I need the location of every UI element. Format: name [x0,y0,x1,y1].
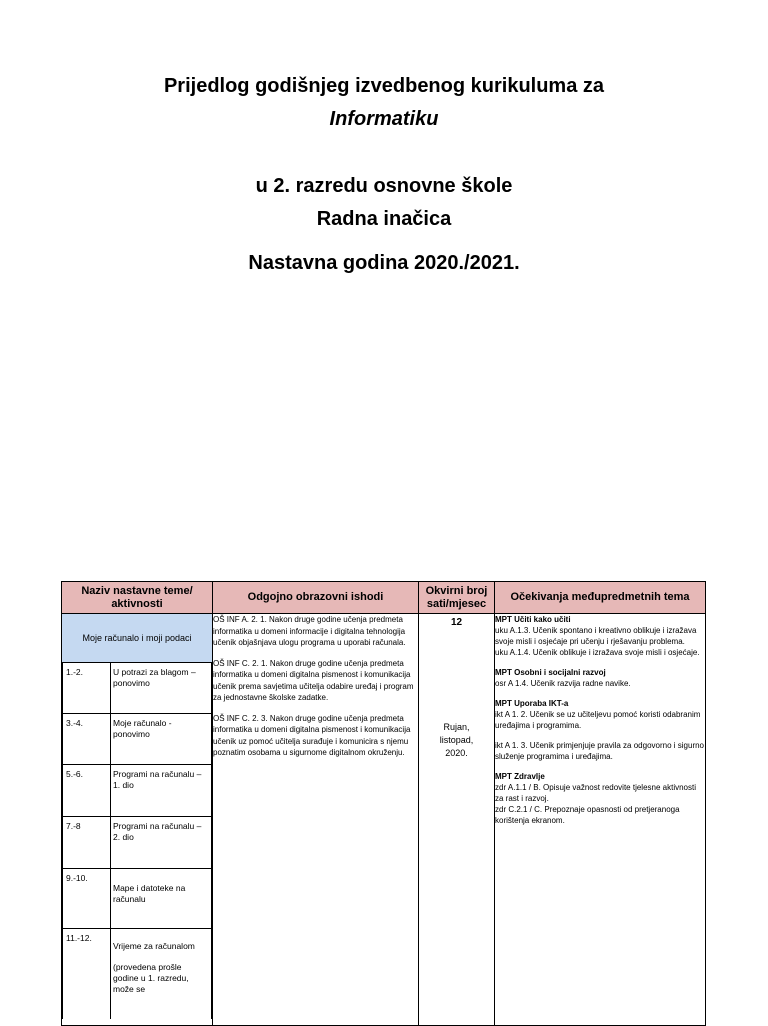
outcome-item: OŠ INF C. 2. 3. Nakon druge godine učenja predmeta informatika u domeni digitalna pismenost i komunikacija učenik uz pomoć učitelja surađuje i komunicira s njemu poznatim osobama u sigurnome digitalnom okruženju. [213,713,411,757]
mpt-learning [495,614,705,658]
lesson-number: 3.-4. [63,714,111,765]
outcome-item: OŠ INF C. 2. 1. Nakon druge godine učenja predmeta informatika u domeni digitalna pismenost i komunikacija učenik prema savjetima učitelja odabire uređaj i program za jednostavne školske zadatke. [213,658,414,702]
lesson-number: 9.-10. [63,869,111,929]
lesson-note: (provedena prošle godine u 1. razredu, može se [113,962,189,994]
lesson-name: Vrijeme za računalom [113,941,195,951]
lesson-row [63,765,212,817]
table-header-row [62,582,706,614]
table-row [62,614,706,1026]
header-topic: Naziv nastavne teme/ aktivnosti [62,582,213,614]
mpt-expectation: zdr A.1.1 / B. Opisuje važnost redovite tjelesne aktivnosti za rast i razvoj. [495,783,696,803]
outcome-item: OŠ INF A. 2. 1. Nakon druge godine učenja predmeta informatika u domeni informacije i digitalna tehnologija učenik objašnjava ulogu programa u uporabi računala. [213,615,406,647]
lesson-row [63,817,212,869]
mpt-ict-2 [495,740,705,762]
curriculum-table [61,581,706,1026]
lesson-number: 5.-6. [63,765,111,817]
mpt-expectation: uku A.1.4. Učenik oblikuje i izražava svoje misli i osjećaje. [495,648,700,657]
lesson-row [63,869,212,929]
theme-title: Moje računalo i moji podaci [62,614,212,662]
month-line: 2020. [445,748,468,758]
lesson-row [63,929,212,1019]
mpt-title: MPT Zdravlje [495,772,545,781]
title-version: Radna inačica [316,208,452,230]
mpt-title: MPT Osobni i socijalni razvoj [495,668,606,677]
title-line-1: Prijedlog godišnjeg izvedbenog kurikuluma za [163,75,605,97]
mpt-expectation: ikt A 1. 2. Učenik se uz učiteljevu pomoć koristi odabranim uređajima i programima. [495,710,701,730]
mpt-expectation: uku A.1.3. Učenik spontano i kreativno oblikuje i izražava svoje misli i osjećaje pri učenju i rješavanju problema. [495,626,697,646]
header-outcomes: Odgojno obrazovni ishodi [213,582,419,614]
lesson-cell [111,929,212,1019]
mpt-expectation: osr A 1.4. Učenik razvija radne navike. [495,679,631,688]
header-hours: Okvirni broj sati/mjesec [419,582,495,614]
mpt-expectation: zdr C.2.1 / C. Prepoznaje opasnosti od pretjeranoga korištenja ekranom. [495,805,680,825]
lesson-number: 7.-8 [63,817,111,869]
crosscurricular-cell [495,614,706,1026]
lesson-name: U potrazi za blagom – ponovimo [111,663,212,714]
hours-cell [419,614,495,1026]
lesson-list [62,662,212,1019]
months-text [419,721,494,760]
lesson-name: Moje računalo - ponovimo [111,714,212,765]
mpt-personal [495,667,705,689]
mpt-ict [495,698,705,731]
mpt-title: MPT Učiti kako učiti [495,615,571,624]
month-line: listopad, [439,735,474,745]
lesson-number: 1.-2. [63,663,111,714]
topic-cell [62,614,213,1026]
header-crosscurricular: Očekivanja međupredmetnih tema [495,582,706,614]
mpt-title: MPT Uporaba IKT-a [495,699,569,708]
lesson-name: Mape i datoteke na računalu [111,869,212,929]
lesson-name: Programi na računalu – 2. dio [111,817,212,869]
lesson-name: Programi na računalu – 1. dio [111,765,212,817]
lesson-number: 11.-12. [63,929,111,1019]
title-subject: Informatiku [329,108,439,130]
lesson-row [63,714,212,765]
title-grade: u 2. razredu osnovne škole [255,175,513,197]
hours-count: 12 [450,617,463,628]
outcomes-cell [213,614,419,1026]
lesson-row [63,663,212,714]
mpt-expectation: ikt A 1. 3. Učenik primjenjuje pravila za odgovorno i sigurno služenje programima i uređajima. [495,741,704,761]
mpt-health [495,771,705,826]
month-line: Rujan, [443,722,470,732]
title-school-year: Nastavna godina 2020./2021. [248,252,520,274]
